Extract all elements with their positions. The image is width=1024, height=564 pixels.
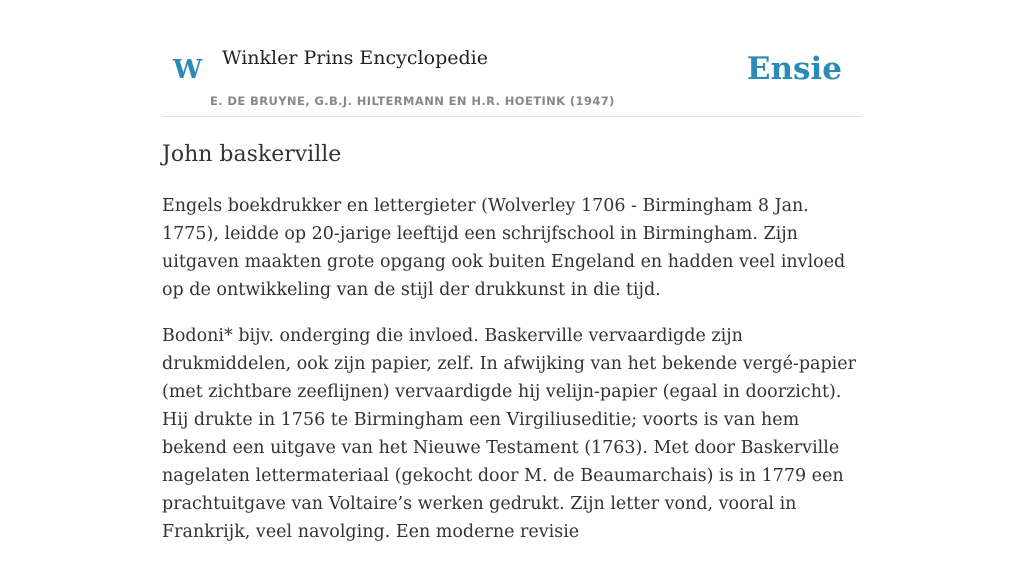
source-authors: E. DE BRUYNE, G.B.J. HILTERMANN EN H.R. HOETINK (1947)	[210, 94, 615, 108]
winkler-prins-logo[interactable]: W	[173, 55, 203, 85]
source-title[interactable]: Winkler Prins Encyclopedie	[222, 47, 488, 69]
ensie-logo-link[interactable]: Ensie	[746, 51, 842, 87]
article-title: John baskerville	[162, 142, 342, 167]
article-paragraph: Bodoni* bijv. onderging die invloed. Baskerville vervaardigde zijn drukmiddelen, ook zijn papier, zelf. In afwijking van het bekende vergé-papier (met zichtbare zeeflijnen) vervaardigde hij velijn-papier (egaal in doorzicht). Hij drukte in 1756 te Birmingham een Virgiliuseditie; voorts is van hem bekend een uitgave van het Nieuwe Testament (1763). Met door Baskerville nagelaten lettermateriaal (gekocht door M. de Beaumarchais) is in 1779 een prachtuitgave van Voltaire’s werken gedrukt. Zijn letter vond, vooral in Frankrijk, veel navolging. Een moderne revisie	[162, 326, 856, 542]
article-body	[162, 192, 867, 564]
site-header	[162, 0, 862, 117]
article-paragraph: Engels boekdrukker en lettergieter (Wolverley 1706 - Birmingham 8 Jan. 1775), leidde op 20-jarige leeftijd een schrijfschool in Birmingham. Zijn uitgaven maakten grote opgang ook buiten Engeland en hadden veel invloed op de ontwikkeling van de stijl der drukkunst in die tijd.	[162, 196, 846, 300]
